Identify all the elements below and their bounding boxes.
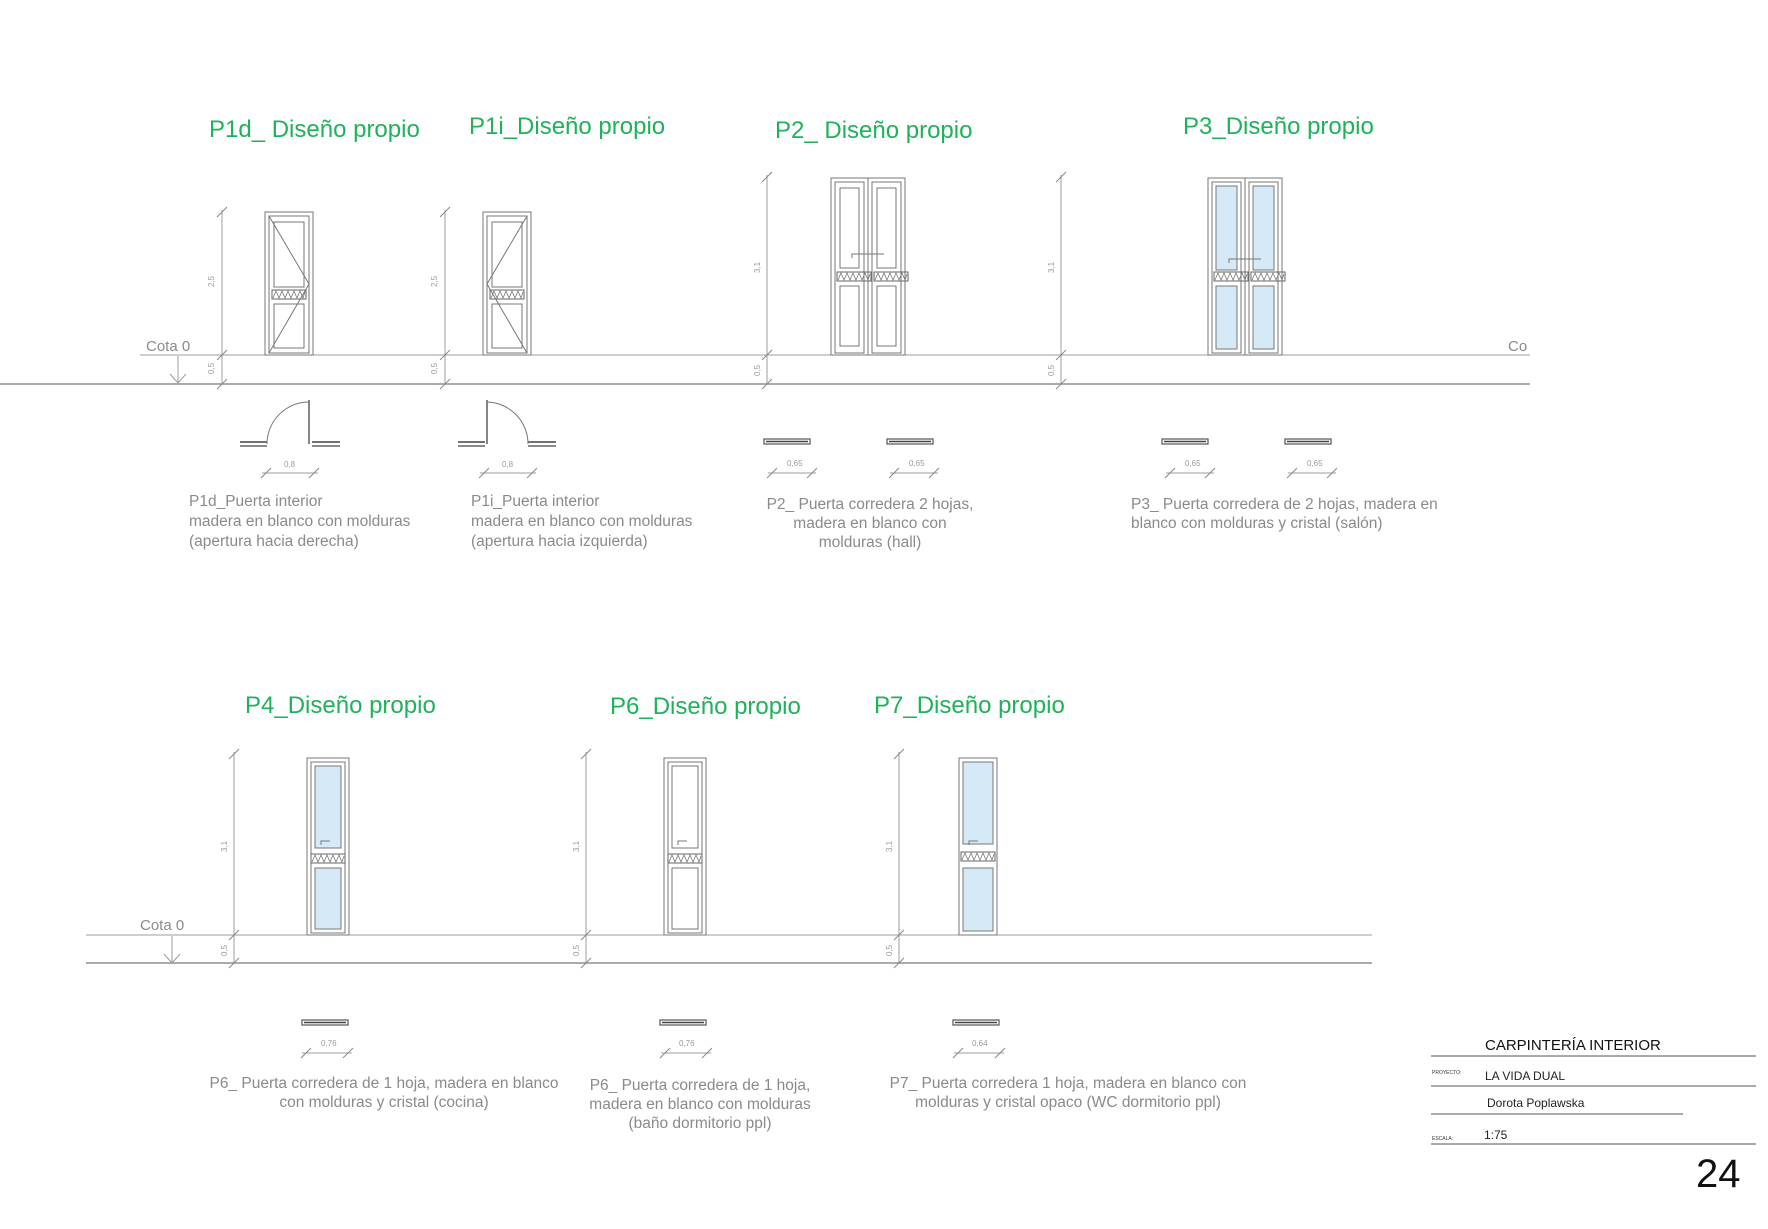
cota-label-bottom: Cota 0: [140, 917, 185, 934]
svg-text:blanco con molduras y cristal: blanco con molduras y cristal (salón): [1131, 515, 1383, 532]
svg-text:madera en blanco con: madera en blanco con: [793, 515, 947, 532]
cota-marker-top: [170, 356, 186, 383]
svg-text:P7_ Puerta corredera 1 hoja, m: P7_ Puerta corredera 1 hoja, madera en blanco con: [889, 1075, 1247, 1092]
height-dim-p1i: 2,5: [430, 275, 439, 287]
level-lines-row2: [86, 935, 1372, 963]
plan-dim-p2-left: 0,65: [787, 459, 803, 468]
page-number: 24: [1696, 1152, 1741, 1196]
plan-dim-p6: 0,76: [679, 1039, 695, 1048]
title-block-project-label: PROYECTO:: [1432, 1070, 1462, 1076]
title-block: [1431, 1056, 1756, 1144]
door-desc-p7: [890, 1075, 1247, 1111]
door-elevation-p3: [1056, 172, 1285, 389]
cota-label-top: Cota 0: [146, 338, 191, 355]
plan-dim-p3-left: 0,65: [1185, 459, 1201, 468]
door-title-p6: P6_Diseño propio: [610, 693, 801, 720]
base-dim-p7: 0,5: [885, 944, 894, 956]
door-desc-p2: [767, 496, 974, 551]
door-title-p4: P4_Diseño propio: [245, 692, 436, 719]
svg-text:P1i_Puerta interior: P1i_Puerta interior: [471, 493, 600, 510]
plan-dim-p2-right: 0,65: [909, 459, 925, 468]
door-elevation-p1i: [440, 207, 531, 389]
svg-text:P2_ Puerta corredera 2 hojas,: P2_ Puerta corredera 2 hojas,: [766, 496, 974, 513]
svg-text:P1d_Puerta interior: P1d_Puerta interior: [189, 493, 323, 510]
height-dim-p6: 3,1: [572, 840, 581, 852]
svg-text:madera en blanco con molduras: madera en blanco con molduras: [471, 513, 693, 530]
svg-text:molduras (hall): molduras (hall): [818, 534, 922, 551]
door-desc-p4: [210, 1075, 559, 1111]
plan-dim-p1d: 0,8: [284, 460, 296, 469]
base-dim-p2: 0,5: [753, 364, 762, 376]
base-dim-p1i: 0,5: [430, 362, 439, 374]
svg-text:P3_ Puerta corredera de 2 hoja: P3_ Puerta corredera de 2 hojas, madera en: [1131, 496, 1438, 513]
door-elevation-p1d: [217, 207, 313, 389]
height-dim-p3: 3,1: [1047, 261, 1056, 273]
svg-text:P6_ Puerta corredera de 1 hoja: P6_ Puerta corredera de 1 hoja, madera en blanco: [209, 1075, 559, 1092]
svg-text:madera en blanco con molduras: madera en blanco con molduras: [589, 1096, 811, 1113]
door-desc-p1d: [189, 493, 411, 550]
height-dim-p1d: 2,5: [207, 275, 216, 287]
door-title-p2: P2_ Diseño propio: [775, 117, 973, 144]
title-block-scale-label: ESCALA:: [1432, 1136, 1454, 1142]
base-dim-p4: 0,5: [220, 944, 229, 956]
base-dim-p6: 0,5: [572, 944, 581, 956]
svg-text:(baño dormitorio ppl): (baño dormitorio ppl): [628, 1115, 772, 1132]
door-desc-p1i: [471, 493, 693, 550]
svg-text:molduras y cristal opaco (WC d: molduras y cristal opaco (WC dormitorio ppl): [915, 1094, 1221, 1111]
door-title-p3: P3_Diseño propio: [1183, 113, 1374, 140]
door-desc-p6: [589, 1077, 811, 1132]
svg-text:con molduras y cristal (cocina: con molduras y cristal (cocina): [279, 1094, 489, 1111]
door-elevation-p2: [762, 172, 908, 389]
cota-marker-bottom: [164, 936, 180, 963]
title-block-project: LA VIDA DUAL: [1485, 1069, 1566, 1083]
base-dim-p3: 0,5: [1047, 364, 1056, 376]
height-dim-p7: 3,1: [885, 840, 894, 852]
svg-text:P6_ Puerta corredera de 1 hoja: P6_ Puerta corredera de 1 hoja,: [589, 1077, 811, 1094]
title-block-scale: 1:75: [1484, 1128, 1508, 1142]
height-dim-p2: 3,1: [753, 261, 762, 273]
door-desc-p3: [1131, 496, 1438, 532]
title-block-heading: CARPINTERÍA INTERIOR: [1485, 1037, 1661, 1054]
svg-text:(apertura hacia derecha): (apertura hacia derecha): [189, 533, 359, 550]
title-block-author: Dorota Poplawska: [1487, 1096, 1585, 1110]
plan-dim-p7: 0,64: [972, 1039, 988, 1048]
door-title-p1i: P1i_Diseño propio: [469, 113, 666, 140]
svg-text:madera en blanco con molduras: madera en blanco con molduras: [189, 513, 411, 530]
svg-text:(apertura hacia izquierda): (apertura hacia izquierda): [471, 533, 648, 550]
cota-label-right: Co: [1508, 338, 1528, 355]
plan-dim-p4: 0,76: [321, 1039, 337, 1048]
door-title-p1d: P1d_ Diseño propio: [209, 116, 420, 143]
plan-dim-p3-right: 0,65: [1307, 459, 1323, 468]
base-dim-p1d: 0,5: [207, 362, 216, 374]
height-dim-p4: 3,1: [220, 840, 229, 852]
door-title-p7: P7_Diseño propio: [874, 692, 1065, 719]
level-lines-row1: [0, 355, 1530, 384]
plan-dim-p1i: 0,8: [502, 460, 514, 469]
